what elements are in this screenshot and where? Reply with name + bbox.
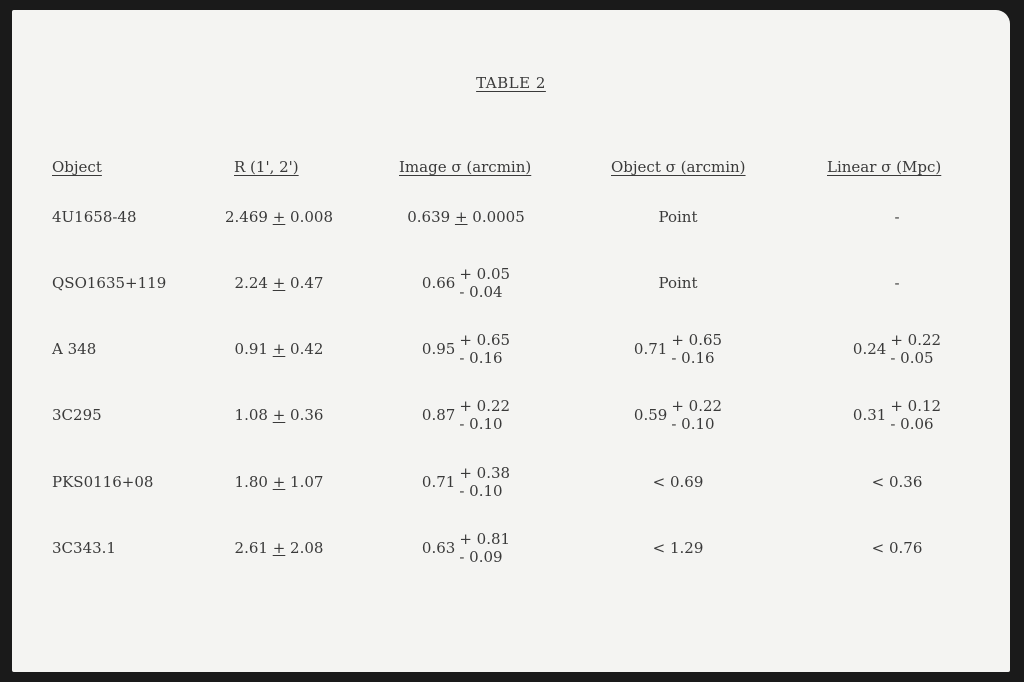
object-sigma-value: 0.71 — [633, 340, 668, 358]
table-cell — [422, 530, 510, 566]
object-sigma-value: 0.59 — [633, 406, 668, 424]
table-cell — [634, 397, 722, 433]
image-sigma — [422, 265, 510, 301]
table-title: TABLE 2 — [476, 74, 546, 92]
r-value-error: 0.42 — [285, 340, 324, 358]
object-name: QSO1635+119 — [52, 274, 167, 292]
linear-sigma-lower-error: - 0.06 — [890, 415, 934, 433]
linear-sigma-upper-error: + 0.22 — [890, 331, 942, 349]
object-name: 4U1658-48 — [52, 208, 137, 226]
image-sigma — [422, 397, 510, 433]
linear-sigma-errors — [890, 397, 941, 433]
image-sigma-upper-error: + 0.05 — [459, 265, 511, 283]
object-sigma-lower-error: - 0.10 — [671, 415, 715, 433]
image-sigma-lower-error: - 0.04 — [459, 283, 503, 301]
table-cell — [235, 473, 324, 491]
table-cell — [872, 473, 923, 491]
object-name: 3C343.1 — [52, 539, 116, 557]
image-sigma — [422, 331, 510, 367]
table-cell — [658, 208, 697, 226]
object-name: A 348 — [52, 340, 97, 358]
table-cell — [235, 274, 324, 292]
table-cell — [658, 274, 697, 292]
linear-sigma-value: 0.24 — [852, 340, 887, 358]
r-value-value: 1.80 — [234, 473, 273, 491]
table-cell — [225, 208, 333, 226]
image-sigma-errors — [459, 397, 510, 433]
image-sigma-errors — [459, 265, 510, 301]
object-sigma: Point — [658, 274, 698, 292]
image-sigma-value: 0.71 — [421, 473, 456, 491]
object-name: PKS0116+08 — [52, 473, 154, 491]
image-sigma-lower-error: - 0.09 — [459, 548, 503, 566]
r-value-error: 0.36 — [285, 406, 324, 424]
object-name: 3C295 — [52, 406, 102, 424]
image-sigma-lower-error: - 0.16 — [459, 349, 503, 367]
linear-sigma — [853, 331, 941, 367]
table-cell — [52, 406, 102, 424]
image-sigma-value: 0.95 — [421, 340, 456, 358]
r-value-plus-minus: + — [272, 406, 286, 424]
table-cell — [653, 539, 704, 557]
linear-sigma: - — [894, 208, 900, 226]
r-value-value: 2.469 — [224, 208, 273, 226]
header-image-sigma: Image σ (arcmin) — [399, 158, 532, 176]
image-sigma — [422, 530, 510, 566]
image-sigma-value: 0.639 — [407, 208, 455, 226]
r-value-plus-minus: + — [272, 208, 286, 226]
table-cell — [422, 265, 510, 301]
table-cell — [52, 340, 96, 358]
r-value-plus-minus: + — [272, 340, 286, 358]
table-cell — [235, 539, 324, 557]
image-sigma-upper-error: + 0.81 — [459, 530, 511, 548]
table-cell — [422, 397, 510, 433]
object-sigma-errors — [671, 397, 722, 433]
image-sigma-upper-error: + 0.22 — [459, 397, 511, 415]
r-value — [235, 340, 324, 358]
table-cell — [52, 208, 137, 226]
r-value-value: 2.61 — [234, 539, 273, 557]
linear-sigma — [853, 397, 941, 433]
table-cell — [52, 539, 116, 557]
object-sigma: < 0.69 — [652, 473, 704, 491]
linear-sigma-upper-error: + 0.12 — [890, 397, 942, 415]
header-object-sigma: Object σ (arcmin) — [611, 158, 746, 176]
image-sigma-value: 0.63 — [421, 539, 456, 557]
table-cell — [52, 274, 166, 292]
object-sigma: < 1.29 — [652, 539, 704, 557]
image-sigma-value: 0.66 — [421, 274, 456, 292]
image-sigma-value: 0.87 — [421, 406, 456, 424]
r-value-plus-minus: + — [272, 539, 286, 557]
object-sigma — [634, 397, 722, 433]
image-sigma-upper-error: + 0.65 — [459, 331, 511, 349]
table-cell — [894, 274, 899, 292]
object-sigma-upper-error: + 0.22 — [671, 397, 723, 415]
table-cell — [634, 331, 722, 367]
header-r: R (1', 2') — [234, 158, 299, 176]
linear-sigma-lower-error: - 0.05 — [890, 349, 934, 367]
table-cell — [853, 331, 941, 367]
r-value-error: 1.07 — [285, 473, 324, 491]
image-sigma-errors — [459, 464, 510, 500]
table-cell — [872, 539, 923, 557]
table-cell — [407, 208, 525, 226]
image-sigma-upper-error: + 0.38 — [459, 464, 511, 482]
image-sigma-errors — [459, 331, 510, 367]
r-value — [235, 473, 324, 491]
image-sigma-lower-error: - 0.10 — [459, 415, 503, 433]
image-sigma — [422, 464, 510, 500]
header-linear-sigma: Linear σ (Mpc) — [827, 158, 942, 176]
slide — [12, 10, 1010, 672]
table-cell — [422, 464, 510, 500]
r-value-plus-minus: + — [272, 473, 286, 491]
object-sigma-errors — [671, 331, 722, 367]
table-cell — [422, 331, 510, 367]
table-cell — [235, 406, 324, 424]
object-sigma: Point — [658, 208, 698, 226]
linear-sigma: - — [894, 274, 900, 292]
linear-sigma-value: 0.31 — [852, 406, 887, 424]
r-value-value: 0.91 — [234, 340, 273, 358]
linear-sigma: < 0.76 — [871, 539, 923, 557]
image-sigma-error: 0.0005 — [467, 208, 525, 226]
table-cell — [52, 473, 153, 491]
image-sigma-plus-minus: + — [454, 208, 468, 226]
r-value — [235, 539, 324, 557]
r-value — [225, 208, 333, 226]
linear-sigma-errors — [890, 331, 941, 367]
header-object: Object — [52, 158, 102, 176]
r-value-value: 2.24 — [234, 274, 273, 292]
image-sigma-lower-error: - 0.10 — [459, 482, 503, 500]
table-cell — [894, 208, 899, 226]
linear-sigma: < 0.36 — [871, 473, 923, 491]
r-value — [235, 274, 324, 292]
r-value-value: 1.08 — [234, 406, 273, 424]
object-sigma-upper-error: + 0.65 — [671, 331, 723, 349]
r-value — [235, 406, 324, 424]
r-value-error: 0.47 — [285, 274, 324, 292]
r-value-error: 0.008 — [285, 208, 334, 226]
r-value-plus-minus: + — [272, 274, 286, 292]
image-sigma-errors — [459, 530, 510, 566]
object-sigma-lower-error: - 0.16 — [671, 349, 715, 367]
table-cell — [235, 340, 324, 358]
object-sigma — [634, 331, 722, 367]
table-cell — [853, 397, 941, 433]
table-cell — [653, 473, 704, 491]
image-sigma — [407, 208, 525, 226]
r-value-error: 2.08 — [285, 539, 324, 557]
